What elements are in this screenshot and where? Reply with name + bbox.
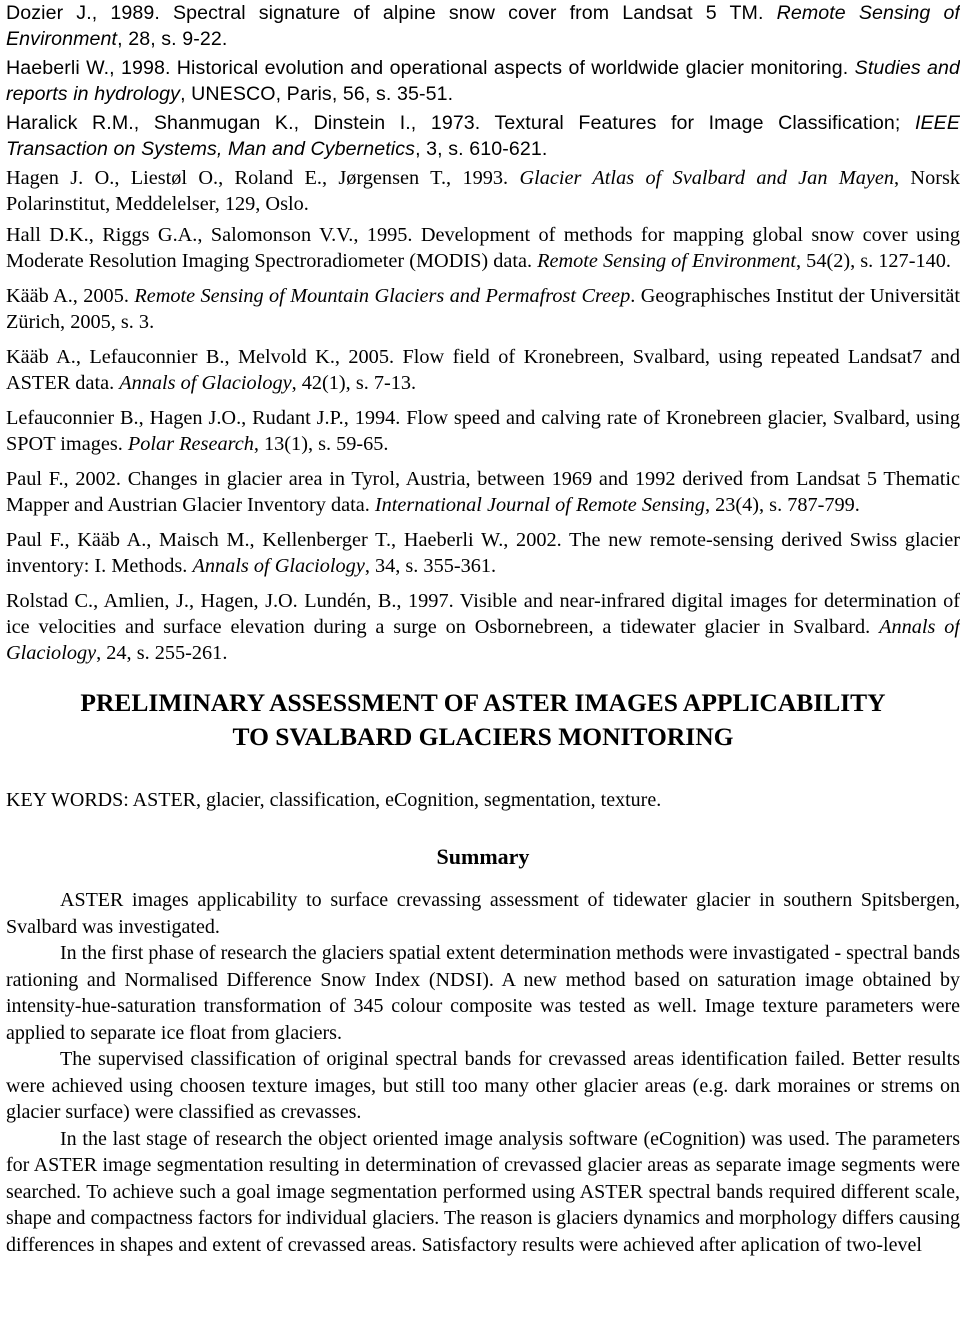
- reference-authors: Paul F., Kääb A., Maisch M., Kellenberger T., Haeberli W., 2002. The new remote-sensing derived Swiss glacier inventory: I. Methods.: [6, 529, 960, 577]
- reference-authors: Hall D.K., Riggs G.A., Salomonson V.V., 1995. Development of methods for mapping global snow cover using Moderate Resolution Imaging Spectroradiometer (MODIS) data.: [6, 224, 960, 272]
- document-page: [6, 0, 960, 1258]
- reference-item: [6, 588, 960, 666]
- reference-authors: Kääb A., 2005.: [6, 285, 135, 307]
- reference-source: Studies and reports in hydrology: [6, 57, 960, 105]
- reference-source: Remote Sensing of Environment: [537, 250, 797, 272]
- keywords: KEY WORDS: ASTER, glacier, classification, eCognition, segmentation, texture.: [6, 789, 662, 811]
- reference-source: Annals of Glaciology: [192, 555, 365, 577]
- reference-item: [6, 222, 960, 274]
- summary-paragraph: In the last stage of research the object oriented image analysis software (eCognition) was used. The parameters for ASTER image segmentation resulting in determination of crevassed glacier areas as separate image segments were searched. To achieve such a goal image segmentation performed using ASTER spectral bands required different scale, shape and compactness factors for individual glaciers. The reason is glaciers dynamics and morphology differs causing differences in shapes and extent of crevassed areas. Satisfactory results were achieved after aplication of two-level: [6, 1127, 960, 1256]
- summary-paragraph: ASTER images applicability to surface crevassing assessment of tidewater glacier in southern Spitsbergen, Svalbard was investigated.: [6, 889, 960, 938]
- reference-item: [6, 110, 960, 162]
- reference-details: , 34, s. 355-361.: [364, 555, 497, 577]
- reference-authors: Kääb A., Lefauconnier B., Melvold K., 2005. Flow field of Kronebreen, Svalbard, using repeated Landsat7 and ASTER data.: [6, 346, 960, 394]
- reference-details: , 13(1), s. 59-65.: [253, 433, 389, 455]
- reference-item: [6, 0, 960, 52]
- reference-details: , Norsk Polarinstitut, Meddelelser, 129, Oslo.: [6, 167, 960, 215]
- reference-authors: Lefauconnier B., Hagen J.O., Rudant J.P., 1994. Flow speed and calving rate of Kronebreen glacier, Svalbard, using SPOT images.: [6, 407, 960, 455]
- summary-paragraph: The supervised classification of original spectral bands for crevassed areas identification failed. Better results were achieved using choosen texture images, but still too many other glacier areas (e.g. dark moraines or strems on glacier surface) were classified as crevasses.: [6, 1048, 960, 1123]
- reference-item: [6, 344, 960, 396]
- reference-authors: Dozier J., 1989. Spectral signature of alpine snow cover from Landsat 5 TM.: [6, 2, 777, 24]
- reference-source: Annals of Glaciology: [119, 372, 292, 394]
- reference-item: [6, 283, 960, 335]
- reference-authors: Paul F., 2002. Changes in glacier area in Tyrol, Austria, between 1969 and 1992 derived from Landsat 5 Thematic Mapper and Austrian Glacier Inventory data.: [6, 468, 960, 516]
- reference-authors: Haralick R.M., Shanmugan K., Dinstein I., 1973. Textural Features for Image Classification;: [6, 112, 915, 134]
- summary-body: [6, 887, 960, 1258]
- reference-source: Polar Research: [127, 433, 254, 455]
- reference-source: Remote Sensing of Environment: [6, 2, 960, 50]
- reference-details: , 28, s. 9-22.: [117, 28, 228, 50]
- reference-item: [6, 405, 960, 457]
- reference-item: [6, 165, 960, 217]
- reference-item: [6, 527, 960, 579]
- reference-authors: Haeberli W., 1998. Historical evolution and operational aspects of worldwide glacier monitoring.: [6, 57, 855, 79]
- reference-authors: Hagen J. O., Liestøl O., Roland E., Jørgensen T., 1993.: [6, 167, 520, 189]
- reference-source: IEEE Transaction on Systems, Man and Cybernetics: [6, 112, 960, 160]
- summary-paragraph: In the first phase of research the glaciers spatial extent determination methods were invastigated - spectral bands rationing and Normalised Difference Snow Index (NDSI). A new method based on saturation image obtained by intensity-hue-saturation transformation of 345 colour composite was tested as well. Image texture parameters were applied to separate ice float from glaciers.: [6, 942, 960, 1044]
- reference-details: , 3, s. 610-621.: [415, 138, 548, 160]
- reference-authors: Rolstad C., Amlien, J., Hagen, J.O. Lundén, B., 1997. Visible and near-infrared digital images for determination of ice velocities and surface elevation during a surge on Osbornebreen, a tidewater glacier in Svalbard.: [6, 590, 960, 638]
- reference-source: Remote Sensing of Mountain Glaciers and Permafrost Creep: [134, 285, 631, 307]
- reference-source: Annals of Glaciology: [6, 616, 960, 664]
- paper-title: [6, 686, 960, 754]
- paper-title-line: TO SVALBARD GLACIERS MONITORING: [232, 722, 734, 751]
- reference-details: , 24, s. 255-261.: [96, 642, 228, 664]
- reference-source: International Journal of Remote Sensing: [374, 494, 705, 516]
- reference-item: [6, 466, 960, 518]
- reference-details: , 42(1), s. 7-13.: [291, 372, 417, 394]
- reference-source: Glacier Atlas of Svalbard and Jan Mayen: [519, 167, 894, 189]
- reference-details: , 23(4), s. 787-799.: [704, 494, 860, 516]
- reference-details: , 54(2), s. 127-140.: [796, 250, 951, 272]
- reference-item: [6, 55, 960, 107]
- reference-list: [6, 0, 960, 666]
- summary-heading: Summary: [436, 844, 530, 869]
- reference-details: . Geographisches Institut der Universität Zürich, 2005, s. 3.: [6, 285, 960, 333]
- paper-title-line: PRELIMINARY ASSESSMENT OF ASTER IMAGES APPLICABILITY: [80, 688, 886, 717]
- reference-details: , UNESCO, Paris, 56, s. 35-51.: [180, 83, 454, 105]
